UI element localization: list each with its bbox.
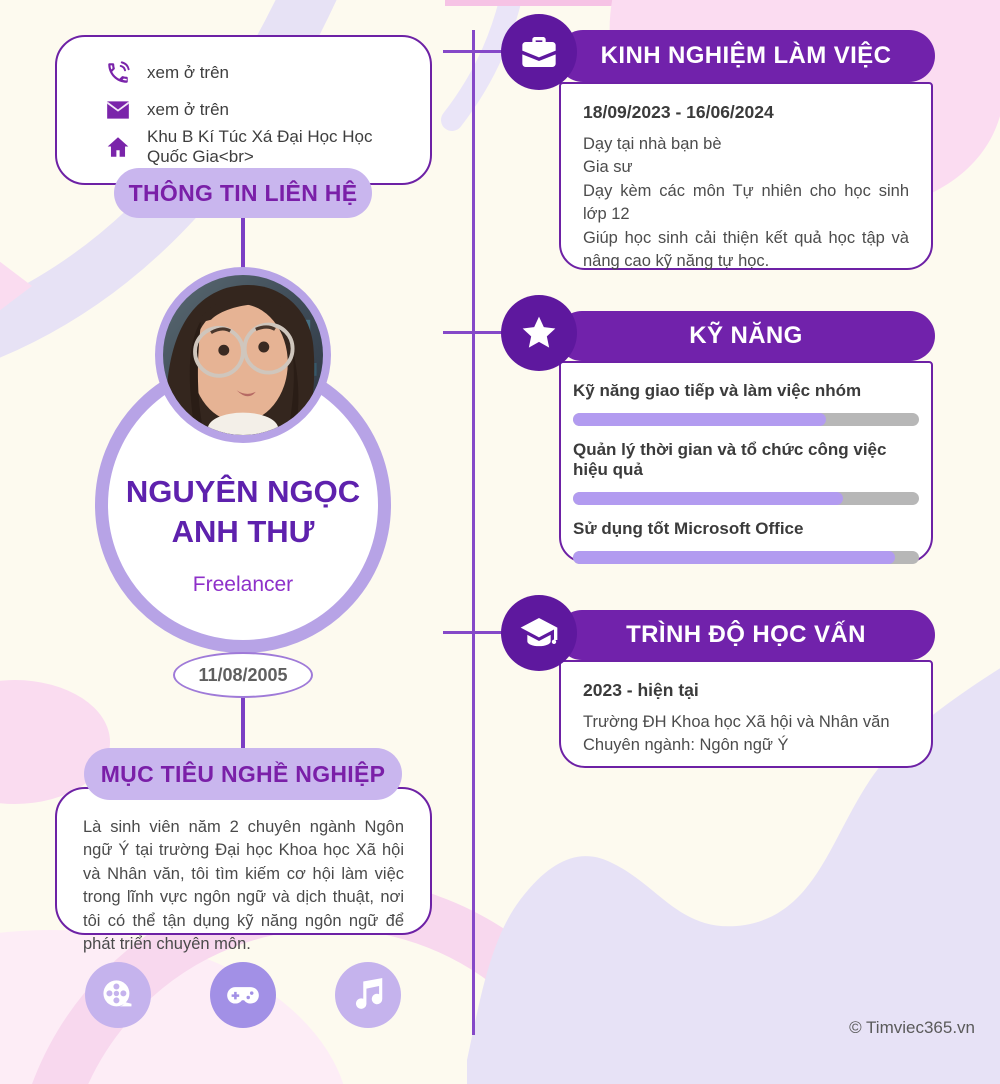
education-line: Trường ĐH Khoa học Xã hội và Nhân văn xyxy=(583,713,890,731)
mail-icon xyxy=(105,97,131,123)
skills-card xyxy=(559,361,933,563)
timeline-line xyxy=(472,30,475,1035)
star-icon xyxy=(519,313,559,353)
experience-title-label: KINH NGHIỆM LÀM VIỆC xyxy=(600,42,892,69)
contact-title-label: THÔNG TIN LIÊN HỆ xyxy=(128,179,358,206)
site-credit: © Timviec365.vn xyxy=(849,1018,975,1037)
skill-label: Sử dụng tốt Microsoft Office xyxy=(573,519,804,538)
contact-card xyxy=(55,35,432,185)
birthday-badge xyxy=(173,652,313,698)
experience-line: Giúp học sinh cải thiện kết quả học tập và nâng cao kỹ năng tự học. xyxy=(583,228,909,271)
hobby-music xyxy=(335,962,401,1028)
person-name-line1: NGUYÊN NGỌC xyxy=(125,474,361,509)
skill-label: Kỹ năng giao tiếp và làm việc nhóm xyxy=(573,381,862,400)
skill-bar-fill xyxy=(573,551,895,564)
music-note-icon xyxy=(349,976,387,1014)
skills-icon-circle xyxy=(501,295,577,371)
phone-icon xyxy=(105,60,131,86)
person-name-line2: ANH THƯ xyxy=(171,513,315,549)
education-line: Chuyên ngành: Ngôn ngữ Ý xyxy=(583,736,789,755)
skill-label: Quản lý thời gian và tổ chức công việc hiệu quả xyxy=(573,440,887,479)
person-name xyxy=(126,472,360,551)
contact-address-text: Khu B Kí Túc Xá Đại Học Học Quốc Gia<br> xyxy=(147,126,373,166)
graduation-cap-icon xyxy=(519,613,559,653)
birthday-value: 11/08/2005 xyxy=(198,664,288,685)
profile-photo xyxy=(155,267,331,443)
hobby-film xyxy=(85,962,151,1028)
experience-icon-circle xyxy=(501,14,577,90)
experience-line: Dạy kèm các môn Tự nhiên cho học sinh lớp 12 xyxy=(583,181,909,224)
contact-row-phone xyxy=(105,54,416,91)
skills-header xyxy=(557,311,935,361)
skills-title-label: KỸ NĂNG xyxy=(689,322,803,349)
objective-card xyxy=(55,787,432,954)
skill-bar xyxy=(573,551,919,564)
contact-email-text: xem ở trên xyxy=(147,99,230,119)
education-title-label: TRÌNH ĐỘ HỌC VẤN xyxy=(626,621,866,648)
skill-bar xyxy=(573,413,919,426)
hobby-games xyxy=(210,962,276,1028)
contact-phone-text: xem ở trên xyxy=(147,62,230,82)
home-icon xyxy=(105,134,131,160)
experience-period: 18/09/2023 - 16/06/2024 xyxy=(583,102,774,122)
person-role: Freelancer xyxy=(192,573,294,597)
briefcase-icon xyxy=(519,32,559,72)
contact-row-address xyxy=(105,128,416,165)
objective-text: Là sinh viên năm 2 chuyên ngành Ngôn ngữ Ý tại trường Đại học Khoa học Xã hội và Nhân văn, tôi tìm kiếm cơ hội làm việc trong lĩnh vực ngôn ngữ và dịch thuật, nơi tôi có thể tận dụng kỹ năng ngôn ngữ để phát triển chuyên môn. xyxy=(83,818,404,954)
connector-date-to-objective xyxy=(241,696,245,752)
contact-row-email xyxy=(105,91,416,128)
experience-card xyxy=(559,82,933,270)
objective-title-label: MỤC TIÊU NGHỀ NGHIỆP xyxy=(100,760,386,787)
gamepad-icon xyxy=(224,976,262,1014)
experience-line: Gia sư xyxy=(583,158,633,177)
skill-bar-fill xyxy=(573,492,843,505)
education-icon-circle xyxy=(501,595,577,671)
skill-bar xyxy=(573,492,919,505)
experience-line: Dạy tại nhà bạn bè xyxy=(583,135,722,153)
film-reel-icon xyxy=(99,976,137,1014)
experience-header xyxy=(557,30,935,82)
skill-bar-fill xyxy=(573,413,826,426)
contact-section-title xyxy=(114,168,372,218)
education-period: 2023 - hiện tại xyxy=(583,680,699,700)
objective-section-title xyxy=(84,748,402,800)
education-card xyxy=(559,660,933,768)
education-header xyxy=(557,610,935,660)
